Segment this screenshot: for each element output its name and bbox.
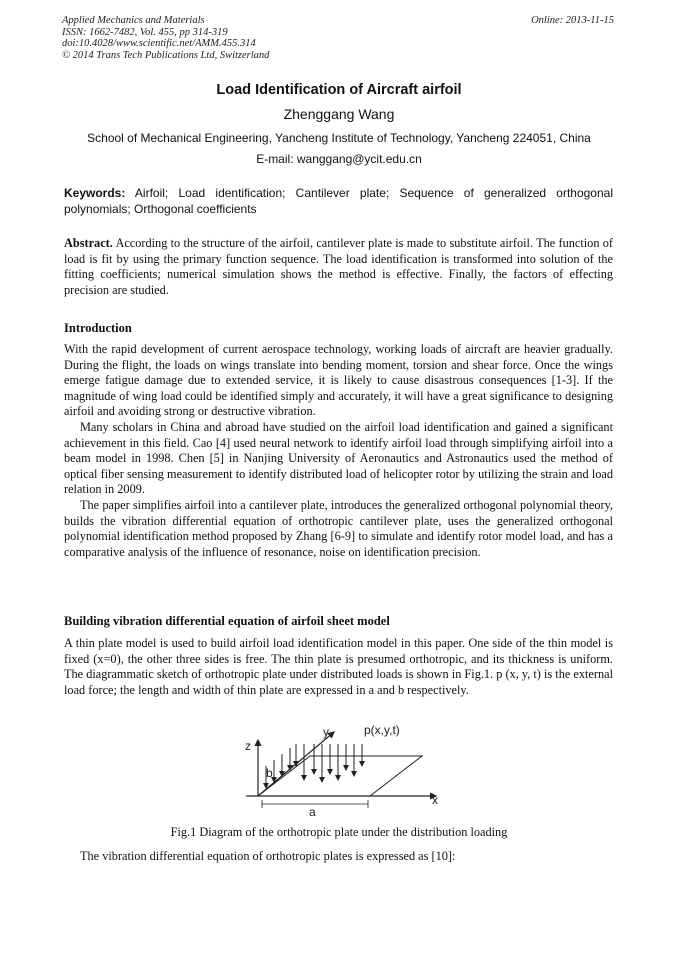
x-axis-label: x: [432, 793, 438, 807]
issn-line: ISSN: 1662-7482, Vol. 455, pp 314-319: [62, 26, 228, 38]
intro-paragraph-2: Many scholars in China and abroad have studied on the airfoil load identification and gained a significant achievement in this field. Cao [4] used neural network to identify airfoil load through simplifying airfoil into a beam model in 1998. Chen [5] in Nanjing University of Aeronautics and Astronautics used the method of optical fiber sensing measurement to identify distributed load of helicopter rotor by utilizing the strain and load relation in 2009.: [64, 419, 613, 497]
doi-line: doi:10.4028/www.scientific.net/AMM.455.314: [62, 38, 256, 50]
affiliation: School of Mechanical Engineering, Yancheng Institute of Technology, Yancheng 224051, China: [87, 131, 591, 145]
online-date: Online: 2013-11-15: [531, 15, 614, 26]
journal-header: [62, 15, 269, 61]
z-axis-label: z: [245, 739, 251, 753]
closing-line: The vibration differential equation of orthotropic plates is expressed as [10]:: [80, 849, 456, 863]
intro-paragraph-3: The paper simplifies airfoil into a cantilever plate, introduces the generalized orthogonal polynomial theory, builds the vibration differential equation of orthotropic cantilever plate, uses the generalized orthogonal polynomial identification method proposed by Zhang [6-9] to simulate and identify rotor model load, and has a comparative analysis of the influence of resonance, noise on identification precision.: [64, 497, 613, 559]
keywords-block: [64, 186, 613, 217]
intro-paragraph-1: With the rapid development of current aerospace technology, working loads of aircraft are heavier gradually. During the flight, the loads on wings translate into bending moment, torsion and shear force. Once the wings emerge fatigue damage due to extended service, it is likely to cause disastrous consequences [1-3]. If the magnitude of wing load could be identified simply and accurately, it will have a great significance to designing airfoil and avoiding strong or destructive vibration.: [64, 342, 613, 419]
paper-title: Load Identification of Aircraft airfoil: [216, 82, 462, 98]
introduction-body: [64, 342, 613, 560]
journal-name: Applied Mechanics and Materials: [62, 15, 205, 26]
abstract-block: [64, 236, 613, 298]
length-label: a: [309, 805, 316, 819]
load-arrows: [266, 744, 362, 788]
author-email: E-mail: wanggang@ycit.edu.cn: [256, 152, 422, 166]
section2-heading: Building vibration differential equation of airfoil sheet model: [64, 614, 390, 628]
figure-caption: Fig.1 Diagram of the orthotropic plate under the distribution loading: [170, 825, 508, 839]
plate-diagram: [236, 720, 446, 820]
introduction-heading: Introduction: [64, 321, 132, 335]
width-label: b: [266, 766, 273, 780]
abstract-text: According to the structure of the airfoil, cantilever plate is made to substitute airfoil. The function of load is fit by using the primary function sequence. The load identification is transformed into solution of the fitting coefficients; numerical simulation shows the method is effective. Finally, the factors of effecting precision are studied.: [64, 236, 613, 297]
keywords-label: Keywords:: [64, 186, 126, 200]
y-axis-label: y: [323, 725, 329, 739]
keywords-text: Airfoil; Load identification; Cantilever plate; Sequence of generalized orthogonal polynomials; Orthogonal coefficients: [64, 186, 613, 216]
abstract-label: Abstract.: [64, 236, 113, 250]
section2-body: A thin plate model is used to build airfoil load identification model in this paper. One side of the thin model is fixed (x=0), the other three sides is free. The thin plate is presumed orthotropic, and its thickness is uniform. The diagrammatic sketch of orthotropic plate under distributed loads is shown in Fig.1. p (x, y, t) is the external load force; the length and width of thin plate are expressed in a and b respectively.: [64, 636, 613, 697]
copyright-line: © 2014 Trans Tech Publications Ltd, Switzerland: [62, 49, 270, 61]
load-label: p(x,y,t): [364, 723, 400, 737]
author-name: Zhenggang Wang: [283, 106, 395, 122]
